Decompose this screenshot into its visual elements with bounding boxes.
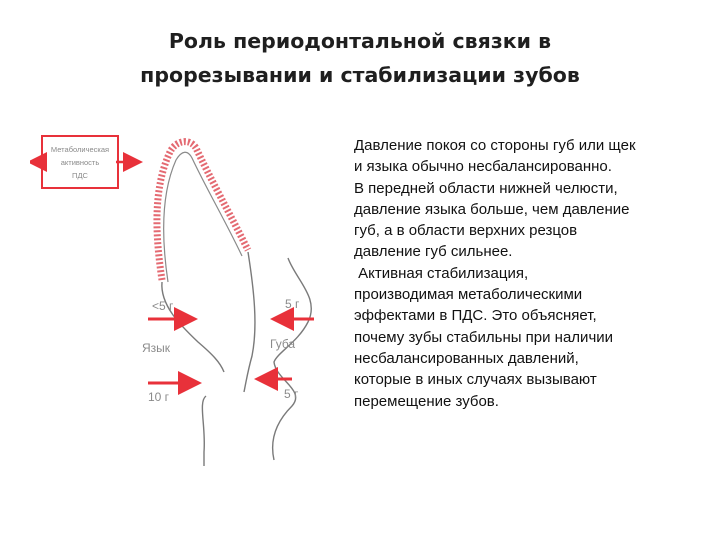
title-line: Роль периодонтальной связки в bbox=[168, 29, 552, 53]
body-line: эффектами в ПДС. Это объясняет, bbox=[354, 307, 597, 325]
title-line: прорезывании и стабилизации зубов bbox=[140, 63, 580, 87]
diagram-svg bbox=[30, 130, 340, 470]
body-line: несбалансированных давлений, bbox=[354, 349, 579, 367]
box-line: активность bbox=[60, 158, 100, 167]
lip-label: Губа bbox=[270, 337, 296, 351]
tooth-lingual-outline bbox=[162, 282, 224, 372]
body-line: производимая метаболическими bbox=[354, 286, 583, 304]
lower-left-force-label: 10 г bbox=[148, 390, 170, 404]
body-line: Давление покоя со стороны губ или щек bbox=[354, 137, 636, 154]
box-line: Метаболическая bbox=[50, 145, 110, 154]
body-line: которые в иных случаях вызывают bbox=[354, 371, 597, 389]
tooth-pressure-diagram bbox=[30, 130, 340, 470]
body-line: перемещение зубов. bbox=[354, 392, 499, 410]
upper-right-force-label: 5 г bbox=[285, 297, 300, 311]
tongue-outline bbox=[202, 396, 206, 466]
lip-outline bbox=[273, 258, 312, 460]
slide-title bbox=[60, 24, 660, 92]
tongue-label: Язык bbox=[142, 341, 171, 355]
lower-right-force-label: 5 г bbox=[284, 387, 299, 401]
body-line: почему зубы стабильны при наличии bbox=[354, 328, 614, 346]
body-line: губ, а в области верхних резцов bbox=[354, 222, 578, 240]
upper-left-force-label: <5 г bbox=[152, 299, 174, 313]
tooth-crown-outline bbox=[164, 152, 242, 282]
body-line: давление губ сильнее. bbox=[354, 243, 513, 261]
tooth-labial-outline bbox=[244, 252, 255, 392]
periodontal-ligament bbox=[157, 142, 248, 280]
body-line: давление языка больше, чем давление bbox=[354, 200, 630, 218]
body-line: и языка обычно несбалансированно. bbox=[354, 158, 612, 176]
body-line: В передней области нижней челюсти, bbox=[354, 179, 618, 197]
box-line: ПДС bbox=[72, 171, 88, 180]
body-line: Активная стабилизация, bbox=[354, 264, 529, 282]
slide-body-text bbox=[354, 135, 704, 412]
